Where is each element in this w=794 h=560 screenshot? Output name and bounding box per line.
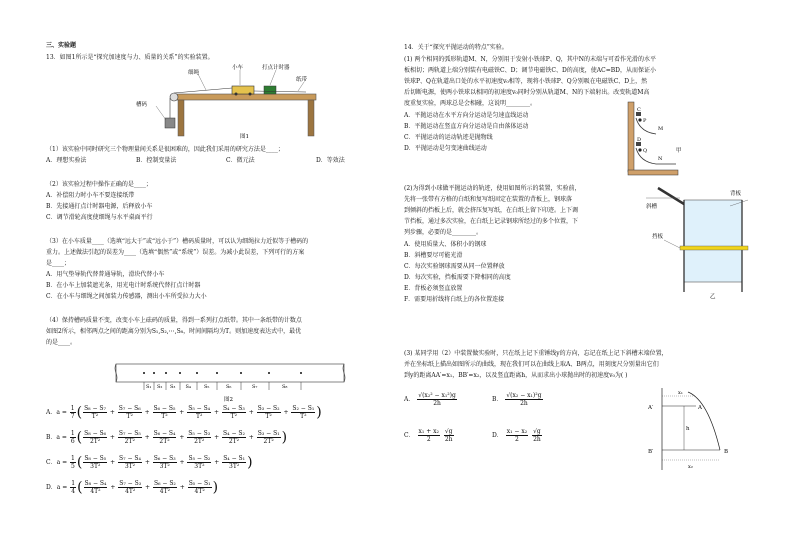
fig3-label-b-prime: B′ [648,449,654,455]
fig1-label-timer: 打点计时器 [262,65,290,71]
term-fraction [222,405,246,420]
q13-part1: （1）该实验中同时研究三个物理量间关系是很困难的，因此我们采用的研究方法是____； [46,146,284,153]
tape-dot [143,372,145,374]
q14-p2-option-b: B．斜槽要尽可能光滑 [404,252,463,259]
q14-p1-line3: 铁球P、Q在轨道出口处的水平初速度v₀相等，现将小铁球P、Q分别吸在电磁铁C、D上，然 [404,78,648,85]
yi-label-ramp: 斜槽 [646,204,658,210]
fig1-caption: 图1 [240,134,249,140]
term-den: 3T² [194,463,205,470]
term-num: S₈ − S₆ [84,430,107,437]
coef-fraction [70,405,76,420]
coef-den: 5 [71,463,75,470]
term-num: S₆ − S₄ [153,430,176,437]
term-num: S₄ − S₁ [223,455,246,462]
q13-p4-option-d [46,480,218,495]
term-fraction [84,480,108,495]
q14-p1-option-b: B．平抛运动在竖直方向分运动是自由落体运动 [404,123,529,130]
q14-p3-option-a: A． $\frac{\text{√(x₂² − x₁²)g}}{2h}$ [404,392,456,407]
plus-sign: + [142,409,152,416]
plus-sign: + [177,484,187,491]
q14-p2-option-d: D．每次实验，挡板需要下降相同的高度 [404,274,511,281]
q14-p2-option-e: E．背板必须竖直放置 [404,285,463,292]
plus-sign: + [281,409,291,416]
coef-num: 1 [70,430,75,437]
term-den: T² [91,413,99,420]
plus-sign: + [212,459,222,466]
tape-dot [165,372,167,374]
q14-p2-option-a: A．使用质量大、体积小的钢球 [404,241,487,248]
q13-p1-option-b: B．控制变量法 [136,157,177,164]
term-fraction [83,405,107,420]
q13-p1-option-c: C．微元法 [226,157,255,164]
term-num: S₈ − S₄ [84,480,107,487]
term-den: 2T² [194,438,205,445]
q14-p1-line1: (1) 两个相同的弧形轨道M、N，分别用于发射小铁球P、Q，其中N的末端与可看作光滑的水平 [404,56,657,63]
term-num: S₄ − S₂ [223,430,245,437]
tape-dot [300,372,302,374]
coef-num: 1 [70,405,75,412]
q14-p1-option-d: D．平抛运动是匀变速曲线运动 [404,145,487,152]
plus-sign: + [142,434,152,441]
term-num: S₅ − S₂ [188,455,211,462]
term-fraction [153,405,177,420]
term-fraction [118,480,142,495]
paren-close: ) [212,479,219,496]
term-fraction [257,430,281,445]
term-den: 3T² [124,463,136,470]
paren-open: ( [77,479,83,496]
q13-p4-option-c [46,455,253,470]
q14-p1-line2: 板相切；两轨道上端分别装有电磁铁C、D；调节电磁铁C、D的高度，使AC=BD，从而保证小 [404,67,656,74]
option-letter: A．a = [46,409,69,416]
term-fraction [291,405,315,420]
tape-segment-label: S₅ [204,384,210,390]
q13-p3-option-c: C．在小车与细绳之间加装力传感器，测出小车所受拉力大小 [46,293,207,300]
term-den: 3T² [90,463,101,470]
tape-dot [240,372,242,374]
tape-segment-label: S₈ [282,384,288,390]
term-den: 2T² [89,438,101,445]
fig3-label-x2: x₂ [688,464,693,470]
term-num: S₄ − S₃ [222,405,245,412]
term-den: 3T² [229,463,240,470]
p3-d-letter: D． [492,432,503,439]
fig1-label-bucket: 槽码 [136,102,148,108]
term-num: S₈ − S₅ [84,455,107,462]
term-den: 2T² [124,438,135,445]
paren-close: ) [247,454,253,471]
tape-dot [179,372,181,374]
fig3-label-x1: x₁ [678,390,683,396]
coef-num: 1 [71,455,75,462]
q14-p2-line4: 节挡板，通过多次实验，在白纸上记录钢球所经过的多个位置，下 [404,218,579,225]
q13-part3-line3: 是____； [46,260,71,267]
term-num: S₇ − S₆ [118,405,141,412]
term-den: T² [195,413,203,420]
paren-close: ) [316,404,322,421]
option-letter: C．a = [46,459,70,466]
term-den: 4T² [125,488,136,495]
q14-p2-line5: 列步骤，必要的是________。 [404,229,483,236]
q14-p2-option-f: F．需要用折线将白纸上的各位置连接 [404,296,505,303]
term-num: S₃ − S₂ [257,405,280,412]
term-fraction [222,455,246,470]
term-den: 4T² [90,488,101,495]
term-num: S₅ − S₃ [188,430,211,437]
term-den: 4T² [159,488,171,495]
q14-p3-line1: (3) 某同学用（2）中装置做实验时，只在纸上记下重锤线y的方向，忘记在纸上记下斜槽末端位置， [404,350,668,357]
q14-p3-option-d: D． $\frac{\text{x₁ − x₂}}{2}$ $\frac{√g}{2h}$ [492,428,541,443]
term-num: S₅ − S₄ [188,405,211,412]
q14-p3-line3: 到y的距离AA′=x₁，BB′=x₂，以及竖直距离h，从而求出小球抛出时的初速度v₀为( ) [404,372,628,379]
term-den: 2T² [263,438,274,445]
term-num: S₆ − S₅ [153,405,176,412]
jia-label-d: D [637,137,642,143]
q13-part3-line2: 重力。上述做法引起的误差为____（选填“偶然”或“系统”）误差。为减小此误差，下列可行的方案 [46,249,305,256]
plus-sign: + [143,484,152,491]
q14-p1-line4: 后切断电源，使两小铁球以相同的初速度v₀同时分别从轨道M、N的下端射出。改变轨道M高 [404,89,650,96]
plus-sign: + [108,484,118,491]
plus-sign: + [246,434,256,441]
term-den: T² [265,413,272,420]
p3-a-letter: A． [404,396,415,403]
plus-sign: + [212,409,221,416]
coef-num: 1 [71,480,76,487]
p3-b-letter: B． [492,396,503,403]
coef-den: 7 [70,413,75,420]
yi-label-back: 背板 [730,191,742,197]
q13-part3-line1: （3）在小车质量____（选填“远大于”或“远小于”）槽码质量时，可以认为细绳拉力近似等于槽码的 [46,238,309,245]
tape-segment-label: S₇ [252,384,258,390]
term-fraction [83,455,107,470]
q13-part2: （2）该实验过程中操作正确的是____； [46,181,152,188]
term-fraction [188,480,212,495]
p3-c-letter: C． [404,432,415,439]
section-title: 三、实验题 [46,42,77,49]
term-fraction [187,430,211,445]
figure-1-cart-apparatus [136,62,326,140]
jia-label-n: N [658,156,663,162]
tape-dot [153,372,155,374]
tape-dot [216,372,218,374]
term-fraction [118,430,142,445]
plus-sign: + [108,459,118,466]
fig3-label-a-prime: A′ [648,405,654,411]
term-fraction [187,455,211,470]
term-den: 4T² [194,488,205,495]
fig2-caption: 图2 [224,397,233,403]
figure-jia-dual-track [626,100,686,178]
option-letter: D．a = [46,484,70,491]
term-num: S₆ − S₂ [153,480,176,487]
q13-p3-option-b: B．在小车上加装遮光条，用光电计时系统代替打点计时器 [46,282,201,289]
plus-sign: + [107,409,117,416]
term-num: S₈ − S₇ [84,405,106,412]
paren-open: ( [76,404,83,421]
tape-segment-label: S₄ [185,384,191,390]
term-den: T² [230,413,238,420]
coef-fraction [70,480,76,495]
q14-p1-line5: 度重复实验，两球总是会相碰，这说明________。 [404,100,537,107]
term-num: S₂ − S₁ [292,405,315,412]
tape-segment-label: S₁ [146,384,152,390]
term-den: 2T² [159,438,170,445]
yi-label-stop: 挡板 [652,234,664,240]
jia-label-m: M [658,126,664,132]
jia-caption: 甲 [676,148,682,154]
term-fraction [153,430,177,445]
term-den: T² [126,413,133,420]
jia-label-c: C [637,107,641,113]
term-fraction [257,405,281,420]
term-num: S₇ − S₅ [118,430,141,437]
term-fraction [153,480,177,495]
yi-caption: 乙 [710,294,716,300]
term-den: T² [300,413,307,420]
q14-p3-option-b: B． $\frac{\text{√(x₂ − x₁)²g}}{2h}$ [492,392,542,407]
fig3-label-a: A [698,405,702,411]
plus-sign: + [246,409,256,416]
q14-p3-line2: 并在坐标纸上描出如图所示的曲线，现在我们可以在曲线上取A、B两点，用刻度尺分别量出它们 [404,361,659,368]
option-letter: B．a = [46,434,69,441]
term-den: 3T² [159,463,170,470]
q13-stem: 13．如图1所示是“探究加速度与力、质量的关系”的实验装置。 [46,54,214,61]
plus-sign: + [177,409,187,416]
q13-p2-option-b: B．先接通打点计时器电源，后释放小车 [46,203,153,210]
left-column [46,0,376,560]
plus-sign: + [108,434,117,441]
figure-2-paper-tape [114,356,348,404]
term-fraction [222,430,246,445]
term-fraction [187,405,211,420]
fig3-label-b: B [724,449,729,455]
q13-part4-line2: 如图2所示，相邻两点之间的距离分别为S₁,S₂,⋯,S₈，时间间隔均为T。则加速度表达式中，最优 [46,328,302,335]
jia-label-q: Q [643,148,648,154]
paren-close: ) [281,429,288,446]
term-num: S₇ − S₄ [119,455,141,462]
tape-dot [196,372,198,374]
q14-p2-line3: 到倾斜的挡板上后，就会挤压复写纸，在白纸上留下印迹。上下调 [404,207,579,214]
term-fraction [118,455,142,470]
figure-3-trajectory [636,384,748,472]
q13-part4-line1: （4）保持槽码质量不变，改变小车上砝码的质量，得到一系列打点纸带。其中一条纸带的计数点 [46,317,302,324]
q13-part4-line3: 的是____。 [46,339,77,346]
term-num: S₃ − S₁ [257,430,280,437]
q13-p4-option-b [46,430,287,445]
fig1-label-cart: 小车 [232,65,244,71]
tape-segment-label: S₆ [226,384,232,390]
term-fraction [83,430,107,445]
tape-segment-label: S₂ [157,384,163,390]
fig3-label-h: h [686,426,690,432]
fig1-label-tape: 纸带 [296,77,308,83]
fig1-label-string: 细绳 [188,70,200,76]
q14-p2-option-c: C．每次实验钢球需要从同一位置释放 [404,263,505,270]
tape-segment-label: S₃ [170,384,176,390]
coef-den: 4 [71,488,76,495]
q14-p1-option-c: C．平抛运动的运动轨迹是抛物线 [404,134,493,141]
q13-p2-option-a: A．补偿阻力时小车不要连接纸带 [46,192,135,199]
term-den: 2T² [228,438,240,445]
coef-den: 6 [70,438,75,445]
q13-p1-option-d: D．等效法 [316,157,345,164]
q14-p2-line1: (2)为得到小球做平抛运动的轨迹，使用如图所示的装置，实验前， [404,185,581,192]
paren-open: ( [76,429,83,446]
tape-dot [268,372,270,374]
right-column [404,0,754,560]
q14-p1-option-a: A．平抛运动在水平方向分运动是匀速直线运动 [404,112,529,119]
q13-p2-option-c: C．调节滑轮高度使细绳与水平桌面平行 [46,214,153,221]
term-den: T² [161,413,168,420]
term-num: S₅ − S₁ [188,480,211,487]
coef-fraction [70,430,76,445]
term-fraction [153,455,177,470]
plus-sign: + [177,459,187,466]
figure-yi-backboard [644,180,756,300]
paren-open: ( [76,454,83,471]
q14-stem: 14．关于“探究平抛运动的特点”实验。 [404,44,508,51]
q14-p3-option-c: C． $\frac{\text{x₁ + x₂}}{2}$ $\frac{√g}{2h}$ [404,428,453,443]
q13-p4-option-a [46,405,322,420]
jia-label-p: P [643,118,647,124]
coef-fraction [70,455,76,470]
term-fraction [118,405,142,420]
plus-sign: + [142,459,152,466]
plus-sign: + [177,434,187,441]
q14-p2-line2: 先将一张带有方格的白纸和复写纸固定在装置的背板上，钢球落 [404,196,573,203]
q13-p3-option-a: A．用气垫导轨代替普通导轨，滑块代替小车 [46,271,165,278]
q13-p1-option-a: A．理想实验法 [46,157,87,164]
term-num: S₆ − S₃ [153,455,176,462]
term-num: S₇ − S₃ [119,480,142,487]
plus-sign: + [212,434,222,441]
